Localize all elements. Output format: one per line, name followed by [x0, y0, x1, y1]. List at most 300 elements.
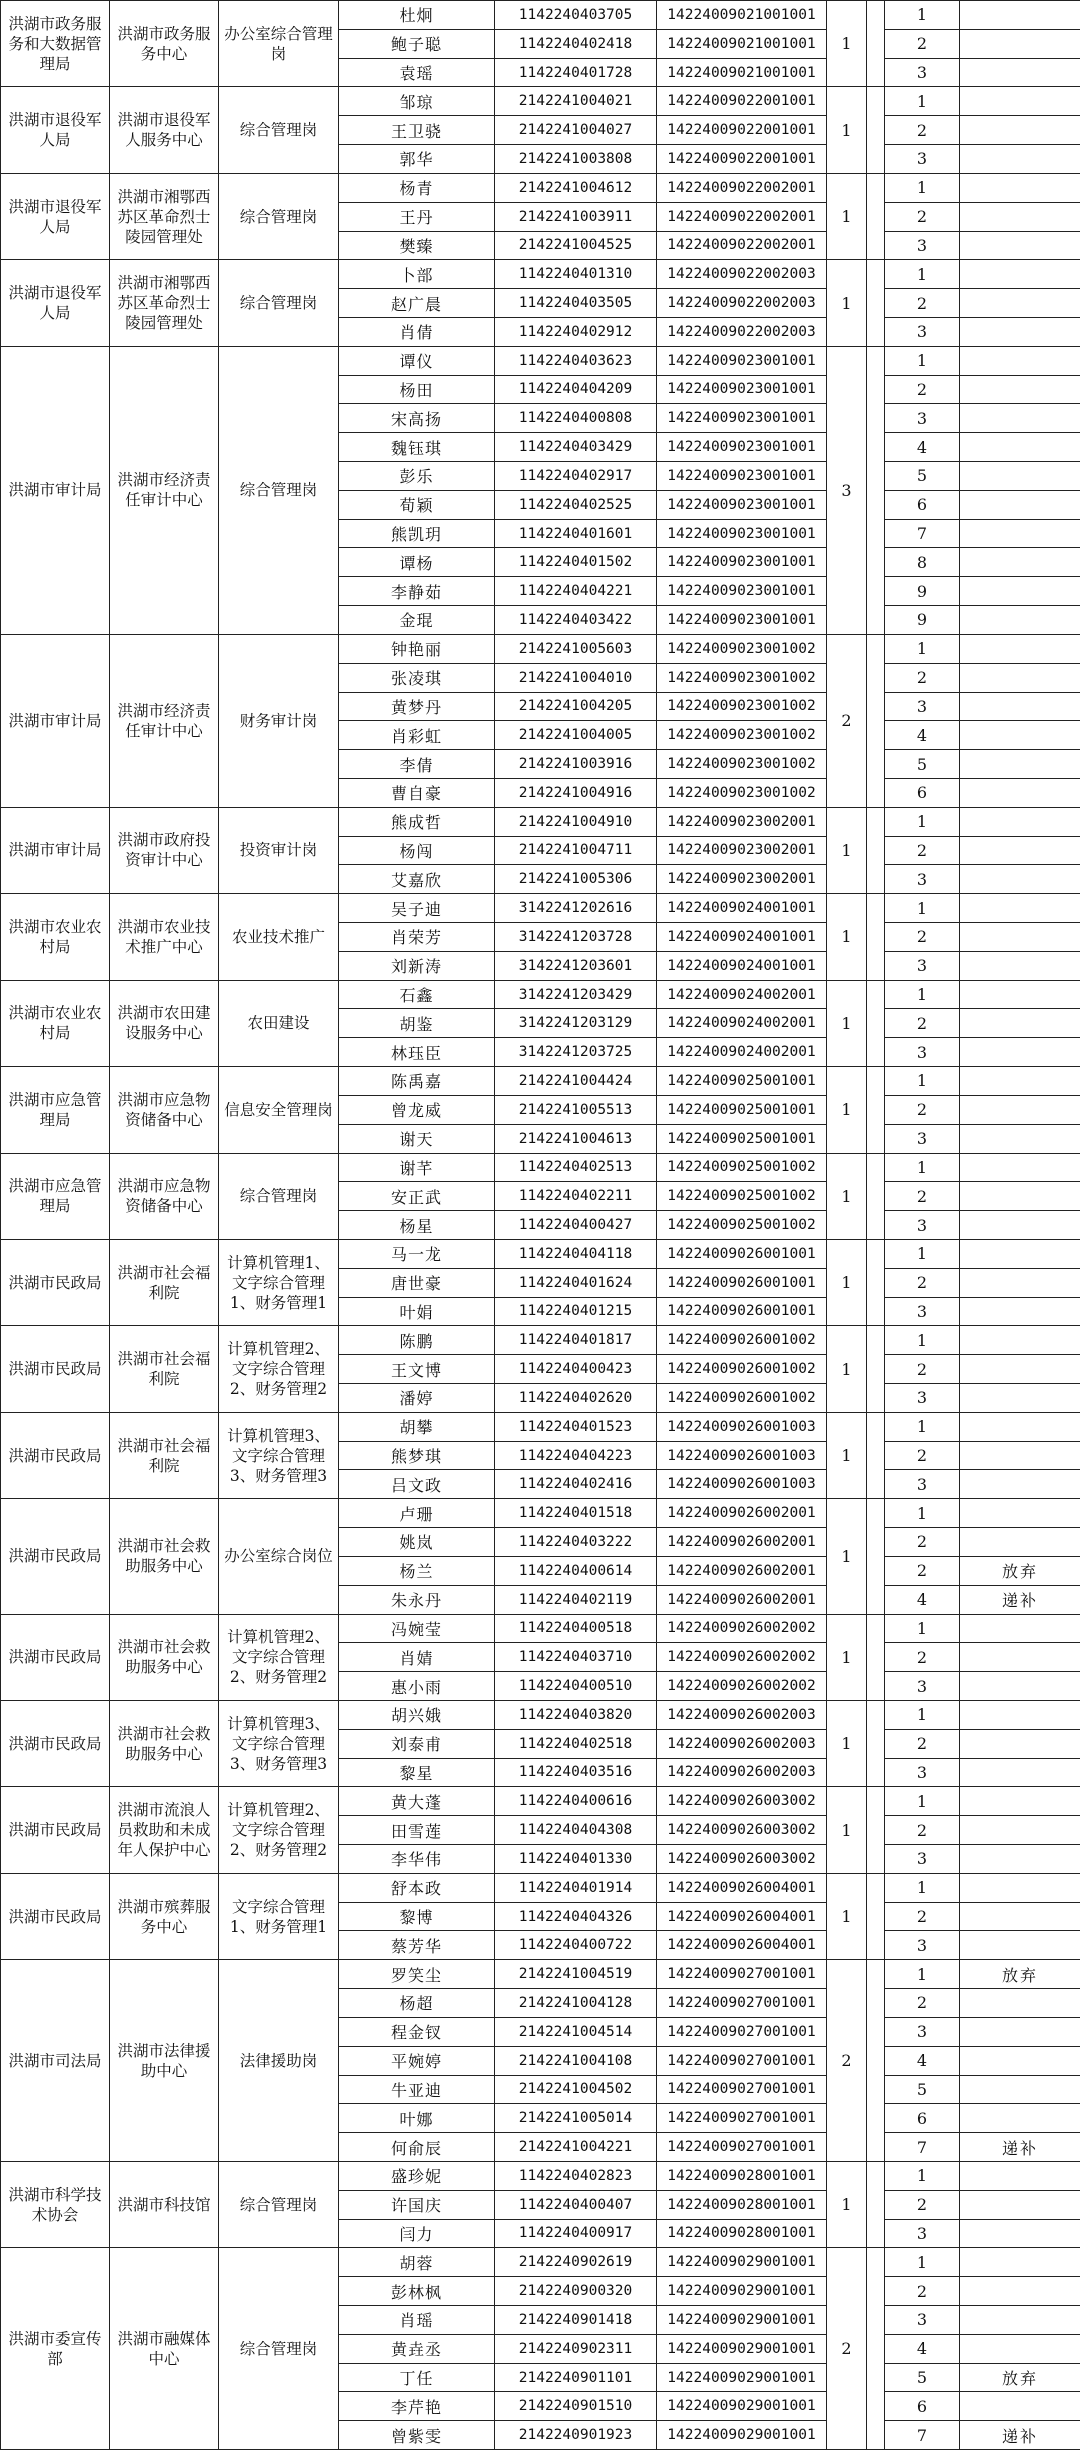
position-code-cell: 14224009023002001: [657, 836, 827, 865]
remark-cell: [960, 1672, 1080, 1701]
position-cell: 综合管理岗: [219, 2161, 339, 2247]
department-cell: 洪湖市民政局: [1, 1700, 110, 1786]
position-code-cell: 14224009026003002: [657, 1816, 827, 1845]
remark-cell: [960, 433, 1080, 462]
position-cell: 文字综合管理1、财务管理1: [219, 1873, 339, 1959]
table-row: [1, 173, 1080, 202]
position-code-cell: 14224009022001001: [657, 87, 827, 116]
remark-cell: [960, 750, 1080, 779]
spacer-cell: [867, 634, 885, 807]
rank-cell: 1: [885, 260, 960, 289]
employer-unit-cell: 洪湖市退役军人服务中心: [110, 87, 219, 173]
exam-number-cell: 2142241004205: [495, 692, 657, 721]
rank-cell: 1: [885, 980, 960, 1009]
exam-number-cell: 1142240403705: [495, 1, 657, 30]
candidate-name-cell: 杨超: [339, 1989, 495, 2018]
table-row: [1, 1, 1080, 30]
remark-cell: [960, 1614, 1080, 1643]
position-code-cell: 14224009026002003: [657, 1729, 827, 1758]
spacer-cell: [867, 2161, 885, 2247]
position-code-cell: 14224009022002003: [657, 317, 827, 346]
exam-number-cell: 1142240402518: [495, 1729, 657, 1758]
position-code-cell: 14224009028001001: [657, 2161, 827, 2190]
department-cell: 洪湖市民政局: [1, 1787, 110, 1873]
exam-number-cell: 2142241003916: [495, 750, 657, 779]
spacer-cell: [867, 980, 885, 1066]
position-code-cell: 14224009026003002: [657, 1787, 827, 1816]
spacer-cell: [867, 1326, 885, 1412]
remark-cell: [960, 2248, 1080, 2277]
candidate-name-cell: 谢天: [339, 1124, 495, 1153]
department-cell: 洪湖市农业农村局: [1, 894, 110, 980]
exam-number-cell: 1142240401523: [495, 1412, 657, 1441]
rank-cell: 3: [885, 692, 960, 721]
exam-number-cell: 1142240401518: [495, 1499, 657, 1528]
table-row: [1, 1873, 1080, 1902]
exam-number-cell: 1142240403820: [495, 1700, 657, 1729]
remark-cell: [960, 2306, 1080, 2335]
position-code-cell: 14224009026004001: [657, 1931, 827, 1960]
department-cell: 洪湖市政务服务和大数据管理局: [1, 1, 110, 87]
exam-number-cell: 1142240400427: [495, 1211, 657, 1240]
candidate-name-cell: 胡兴娥: [339, 1700, 495, 1729]
remark-cell: [960, 721, 1080, 750]
position-code-cell: 14224009024002001: [657, 1009, 827, 1038]
exam-number-cell: 2142241004027: [495, 116, 657, 145]
position-cell: 计算机管理2、文字综合管理2、财务管理2: [219, 1614, 339, 1700]
candidate-name-cell: 肖婧: [339, 1643, 495, 1672]
remark-cell: [960, 1211, 1080, 1240]
exam-number-cell: 1142240402119: [495, 1585, 657, 1614]
rank-cell: 2: [885, 923, 960, 952]
position-code-cell: 14224009022001001: [657, 145, 827, 174]
rank-cell: 2: [885, 1643, 960, 1672]
exam-number-cell: 1142240404118: [495, 1239, 657, 1268]
rank-cell: 1: [885, 1873, 960, 1902]
department-cell: 洪湖市审计局: [1, 634, 110, 807]
candidate-name-cell: 谭仪: [339, 346, 495, 375]
candidate-name-cell: 金琨: [339, 606, 495, 635]
position-code-cell: 14224009029001001: [657, 2421, 827, 2450]
candidate-name-cell: 钟艳丽: [339, 634, 495, 663]
exam-number-cell: 1142240404209: [495, 375, 657, 404]
department-cell: 洪湖市司法局: [1, 1960, 110, 2162]
position-code-cell: 14224009025001001: [657, 1067, 827, 1096]
hiring-quota-cell: 1: [827, 1326, 867, 1412]
remark-cell: [960, 202, 1080, 231]
position-code-cell: 14224009023001001: [657, 346, 827, 375]
exam-number-cell: 2142241004010: [495, 663, 657, 692]
candidate-name-cell: 胡鉴: [339, 1009, 495, 1038]
rank-cell: 3: [885, 951, 960, 980]
candidate-name-cell: 李芹艳: [339, 2392, 495, 2421]
rank-cell: 3: [885, 1845, 960, 1874]
rank-cell: 2: [885, 1355, 960, 1384]
remark-cell: [960, 692, 1080, 721]
exam-number-cell: 2142241004612: [495, 173, 657, 202]
remark-cell: [960, 548, 1080, 577]
remark-cell: [960, 1095, 1080, 1124]
candidate-name-cell: 张凌琪: [339, 663, 495, 692]
position-code-cell: 14224009023002001: [657, 865, 827, 894]
candidate-name-cell: 吴子迪: [339, 894, 495, 923]
remark-cell: [960, 231, 1080, 260]
exam-number-cell: 2142241004519: [495, 1960, 657, 1989]
candidate-name-cell: 熊成哲: [339, 807, 495, 836]
employer-unit-cell: 洪湖市经济责任审计中心: [110, 634, 219, 807]
position-code-cell: 14224009023001002: [657, 778, 827, 807]
rank-cell: 2: [885, 202, 960, 231]
department-cell: 洪湖市民政局: [1, 1326, 110, 1412]
rank-cell: 2: [885, 836, 960, 865]
department-cell: 洪湖市退役军人局: [1, 87, 110, 173]
candidate-name-cell: 牛亚迪: [339, 2075, 495, 2104]
position-code-cell: 14224009029001001: [657, 2248, 827, 2277]
position-code-cell: 14224009022002003: [657, 289, 827, 318]
position-code-cell: 14224009023001002: [657, 750, 827, 779]
remark-cell: [960, 1326, 1080, 1355]
position-cell: 综合管理岗: [219, 87, 339, 173]
hiring-quota-cell: 2: [827, 1960, 867, 2162]
remark-cell: [960, 87, 1080, 116]
position-code-cell: 14224009022002001: [657, 173, 827, 202]
position-code-cell: 14224009023001001: [657, 548, 827, 577]
exam-number-cell: 1142240401601: [495, 519, 657, 548]
position-code-cell: 14224009029001001: [657, 2277, 827, 2306]
department-cell: 洪湖市农业农村局: [1, 980, 110, 1066]
candidate-name-cell: 樊臻: [339, 231, 495, 260]
exam-number-cell: 2142241005306: [495, 865, 657, 894]
candidate-name-cell: 惠小雨: [339, 1672, 495, 1701]
candidate-name-cell: 胡蓉: [339, 2248, 495, 2277]
remark-cell: [960, 1441, 1080, 1470]
rank-cell: 1: [885, 1700, 960, 1729]
position-cell: 综合管理岗: [219, 346, 339, 634]
position-code-cell: 14224009026002003: [657, 1700, 827, 1729]
remark-cell: [960, 519, 1080, 548]
rank-cell: 2: [885, 1556, 960, 1585]
rank-cell: 3: [885, 2219, 960, 2248]
candidate-name-cell: 陈禹嘉: [339, 1067, 495, 1096]
position-code-cell: 14224009029001001: [657, 2392, 827, 2421]
remark-cell: [960, 346, 1080, 375]
rank-cell: 2: [885, 375, 960, 404]
exam-number-cell: 2142241005014: [495, 2104, 657, 2133]
position-code-cell: 14224009029001001: [657, 2363, 827, 2392]
exam-number-cell: 1142240404223: [495, 1441, 657, 1470]
candidate-name-cell: 谭杨: [339, 548, 495, 577]
exam-number-cell: 1142240403505: [495, 289, 657, 318]
exam-number-cell: 3142241202616: [495, 894, 657, 923]
remark-cell: [960, 894, 1080, 923]
table-row: [1, 1614, 1080, 1643]
exam-number-cell: 2142240901418: [495, 2306, 657, 2335]
candidate-name-cell: 王卫骁: [339, 116, 495, 145]
candidate-name-cell: 熊梦琪: [339, 1441, 495, 1470]
rank-cell: 5: [885, 462, 960, 491]
exam-number-cell: 1142240404326: [495, 1902, 657, 1931]
candidate-name-cell: 王丹: [339, 202, 495, 231]
position-code-cell: 14224009024001001: [657, 951, 827, 980]
exam-number-cell: 2142240901510: [495, 2392, 657, 2421]
exam-number-cell: 1142240402620: [495, 1384, 657, 1413]
candidate-name-cell: 姚岚: [339, 1528, 495, 1557]
rank-cell: 7: [885, 519, 960, 548]
candidate-name-cell: 蔡芳华: [339, 1931, 495, 1960]
position-code-cell: 14224009027001001: [657, 2133, 827, 2162]
table-row: [1, 894, 1080, 923]
exam-number-cell: 1142240403429: [495, 433, 657, 462]
employer-unit-cell: 洪湖市湘鄂西苏区革命烈士陵园管理处: [110, 173, 219, 259]
candidate-name-cell: 林珏臣: [339, 1038, 495, 1067]
exam-number-cell: 2142241005513: [495, 1095, 657, 1124]
position-code-cell: 14224009023001001: [657, 404, 827, 433]
table-row: [1, 87, 1080, 116]
exam-number-cell: 1142240401310: [495, 260, 657, 289]
employer-unit-cell: 洪湖市科技馆: [110, 2161, 219, 2247]
rank-cell: 4: [885, 1585, 960, 1614]
employer-unit-cell: 洪湖市应急物资储备中心: [110, 1153, 219, 1239]
position-code-cell: 14224009023001002: [657, 634, 827, 663]
exam-number-cell: 1142240400722: [495, 1931, 657, 1960]
hiring-quota-cell: 1: [827, 1787, 867, 1873]
remark-cell: [960, 980, 1080, 1009]
candidate-name-cell: 马一龙: [339, 1239, 495, 1268]
rank-cell: 3: [885, 1931, 960, 1960]
candidate-name-cell: 杨田: [339, 375, 495, 404]
exam-number-cell: 1142240401330: [495, 1845, 657, 1874]
rank-cell: 1: [885, 2248, 960, 2277]
rank-cell: 1: [885, 1787, 960, 1816]
employer-unit-cell: 洪湖市社会福利院: [110, 1326, 219, 1412]
exam-number-cell: 1142240402917: [495, 462, 657, 491]
remark-cell: [960, 29, 1080, 58]
employer-unit-cell: 洪湖市社会救助服务中心: [110, 1700, 219, 1786]
department-cell: 洪湖市民政局: [1, 1614, 110, 1700]
employer-unit-cell: 洪湖市政府投资审计中心: [110, 807, 219, 893]
exam-number-cell: 2142241004221: [495, 2133, 657, 2162]
exam-number-cell: 1142240403623: [495, 346, 657, 375]
exam-number-cell: 1142240402823: [495, 2161, 657, 2190]
exam-number-cell: 2142241004910: [495, 807, 657, 836]
position-code-cell: 14224009023001001: [657, 433, 827, 462]
employer-unit-cell: 洪湖市政务服务中心: [110, 1, 219, 87]
rank-cell: 1: [885, 1412, 960, 1441]
spacer-cell: [867, 1873, 885, 1959]
position-code-cell: 14224009024001001: [657, 894, 827, 923]
rank-cell: 3: [885, 1211, 960, 1240]
candidate-name-cell: 卢珊: [339, 1499, 495, 1528]
remark-cell: [960, 1643, 1080, 1672]
exam-number-cell: 3142241203725: [495, 1038, 657, 1067]
position-code-cell: 14224009026001001: [657, 1239, 827, 1268]
candidate-name-cell: 舒本政: [339, 1873, 495, 1902]
rank-cell: 3: [885, 2306, 960, 2335]
remark-cell: [960, 58, 1080, 87]
exam-number-cell: 1142240402912: [495, 317, 657, 346]
rank-cell: 1: [885, 1153, 960, 1182]
rank-cell: 1: [885, 634, 960, 663]
exam-number-cell: 1142240400614: [495, 1556, 657, 1585]
remark-cell: [960, 865, 1080, 894]
candidate-name-cell: 杨兰: [339, 1556, 495, 1585]
spacer-cell: [867, 894, 885, 980]
employer-unit-cell: 洪湖市湘鄂西苏区革命烈士陵园管理处: [110, 260, 219, 346]
exam-number-cell: 1142240402513: [495, 1153, 657, 1182]
candidate-name-cell: 肖瑶: [339, 2306, 495, 2335]
exam-number-cell: 1142240403516: [495, 1758, 657, 1787]
candidate-name-cell: 赵广晨: [339, 289, 495, 318]
remark-cell: [960, 2277, 1080, 2306]
exam-number-cell: 1142240400510: [495, 1672, 657, 1701]
position-cell: 计算机管理3、文字综合管理3、财务管理3: [219, 1700, 339, 1786]
spacer-cell: [867, 1960, 885, 2162]
spacer-cell: [867, 1787, 885, 1873]
remark-cell: [960, 1124, 1080, 1153]
employer-unit-cell: 洪湖市殡葬服务中心: [110, 1873, 219, 1959]
remark-cell: [960, 951, 1080, 980]
position-code-cell: 14224009029001001: [657, 2306, 827, 2335]
spacer-cell: [867, 173, 885, 259]
rank-cell: 1: [885, 1, 960, 30]
position-code-cell: 14224009026001003: [657, 1441, 827, 1470]
remark-cell: [960, 375, 1080, 404]
position-code-cell: 14224009026001003: [657, 1470, 827, 1499]
remark-cell: [960, 1528, 1080, 1557]
exam-number-cell: 1142240400407: [495, 2190, 657, 2219]
position-cell: 综合管理岗: [219, 173, 339, 259]
position-code-cell: 14224009026004001: [657, 1902, 827, 1931]
rank-cell: 3: [885, 145, 960, 174]
position-code-cell: 14224009027001001: [657, 2017, 827, 2046]
hiring-quota-cell: 1: [827, 173, 867, 259]
rank-cell: 9: [885, 577, 960, 606]
remark-cell: [960, 1787, 1080, 1816]
position-code-cell: 14224009022002003: [657, 260, 827, 289]
spacer-cell: [867, 1239, 885, 1325]
hiring-quota-cell: 2: [827, 2248, 867, 2450]
rank-cell: 7: [885, 2133, 960, 2162]
position-code-cell: 14224009026002002: [657, 1672, 827, 1701]
remark-cell: [960, 1412, 1080, 1441]
exam-number-cell: 2142240901923: [495, 2421, 657, 2450]
exam-number-cell: 1142240402416: [495, 1470, 657, 1499]
position-code-cell: 14224009027001001: [657, 2104, 827, 2133]
candidate-name-cell: 杜炯: [339, 1, 495, 30]
exam-number-cell: 2142241004916: [495, 778, 657, 807]
position-cell: 农业技术推广: [219, 894, 339, 980]
position-code-cell: 14224009023001001: [657, 577, 827, 606]
candidate-name-cell: 袁瑶: [339, 58, 495, 87]
remark-cell: [960, 1729, 1080, 1758]
candidate-name-cell: 肖荣芳: [339, 923, 495, 952]
candidate-name-cell: 黎星: [339, 1758, 495, 1787]
remark-cell: 放弃: [960, 1960, 1080, 1989]
hiring-quota-cell: 1: [827, 1239, 867, 1325]
remark-cell: [960, 289, 1080, 318]
department-cell: 洪湖市退役军人局: [1, 173, 110, 259]
exam-number-cell: 2142241004128: [495, 1989, 657, 2018]
candidate-name-cell: 刘新涛: [339, 951, 495, 980]
position-code-cell: 14224009027001001: [657, 1989, 827, 2018]
candidate-name-cell: 宋高扬: [339, 404, 495, 433]
position-code-cell: 14224009023001001: [657, 606, 827, 635]
candidate-name-cell: 魏钰琪: [339, 433, 495, 462]
employer-unit-cell: 洪湖市社会福利院: [110, 1239, 219, 1325]
position-cell: 投资审计岗: [219, 807, 339, 893]
position-code-cell: 14224009021001001: [657, 58, 827, 87]
position-code-cell: 14224009024002001: [657, 1038, 827, 1067]
remark-cell: [960, 2017, 1080, 2046]
candidate-name-cell: 石鑫: [339, 980, 495, 1009]
position-code-cell: 14224009023001001: [657, 519, 827, 548]
position-code-cell: 14224009026002001: [657, 1585, 827, 1614]
position-cell: 计算机管理2、文字综合管理2、财务管理2: [219, 1326, 339, 1412]
hiring-quota-cell: 2: [827, 634, 867, 807]
position-code-cell: 14224009026002003: [657, 1758, 827, 1787]
rank-cell: 2: [885, 1528, 960, 1557]
rank-cell: 1: [885, 1499, 960, 1528]
rank-cell: 4: [885, 2046, 960, 2075]
position-code-cell: 14224009026002001: [657, 1499, 827, 1528]
hiring-quota-cell: 3: [827, 346, 867, 634]
candidate-name-cell: 冯婉莹: [339, 1614, 495, 1643]
exam-number-cell: 3142241203429: [495, 980, 657, 1009]
remark-cell: [960, 663, 1080, 692]
rank-cell: 2: [885, 1729, 960, 1758]
position-code-cell: 14224009026003002: [657, 1845, 827, 1874]
candidate-name-cell: 杨闯: [339, 836, 495, 865]
employer-unit-cell: 洪湖市社会救助服务中心: [110, 1614, 219, 1700]
rank-cell: 2: [885, 2277, 960, 2306]
hiring-quota-cell: 1: [827, 2161, 867, 2247]
position-code-cell: 14224009023001001: [657, 375, 827, 404]
position-cell: 办公室综合管理岗: [219, 1, 339, 87]
rank-cell: 2: [885, 1182, 960, 1211]
exam-number-cell: 2142241004525: [495, 231, 657, 260]
candidate-name-cell: 田雪莲: [339, 1816, 495, 1845]
rank-cell: 5: [885, 750, 960, 779]
exam-number-cell: 1142240400423: [495, 1355, 657, 1384]
candidate-name-cell: 丁任: [339, 2363, 495, 2392]
remark-cell: [960, 404, 1080, 433]
spacer-cell: [867, 346, 885, 634]
remark-cell: 递补: [960, 2133, 1080, 2162]
position-code-cell: 14224009021001001: [657, 1, 827, 30]
candidate-name-cell: 鲍子聪: [339, 29, 495, 58]
remark-cell: [960, 1989, 1080, 2018]
rank-cell: 2: [885, 1816, 960, 1845]
position-code-cell: 14224009027001001: [657, 2046, 827, 2075]
rank-cell: 3: [885, 1672, 960, 1701]
remark-cell: [960, 173, 1080, 202]
table-row: [1, 1787, 1080, 1816]
remark-cell: [960, 1009, 1080, 1038]
rank-cell: 2: [885, 116, 960, 145]
exam-number-cell: 1142240402418: [495, 29, 657, 58]
department-cell: 洪湖市民政局: [1, 1499, 110, 1614]
table-row: [1, 1700, 1080, 1729]
exam-number-cell: 2142241005603: [495, 634, 657, 663]
candidate-name-cell: 黄大蓬: [339, 1787, 495, 1816]
candidate-name-cell: 王文博: [339, 1355, 495, 1384]
rank-cell: 6: [885, 2104, 960, 2133]
candidate-name-cell: 闫力: [339, 2219, 495, 2248]
table-row: [1, 980, 1080, 1009]
remark-cell: [960, 260, 1080, 289]
remark-cell: [960, 462, 1080, 491]
rank-cell: 1: [885, 807, 960, 836]
